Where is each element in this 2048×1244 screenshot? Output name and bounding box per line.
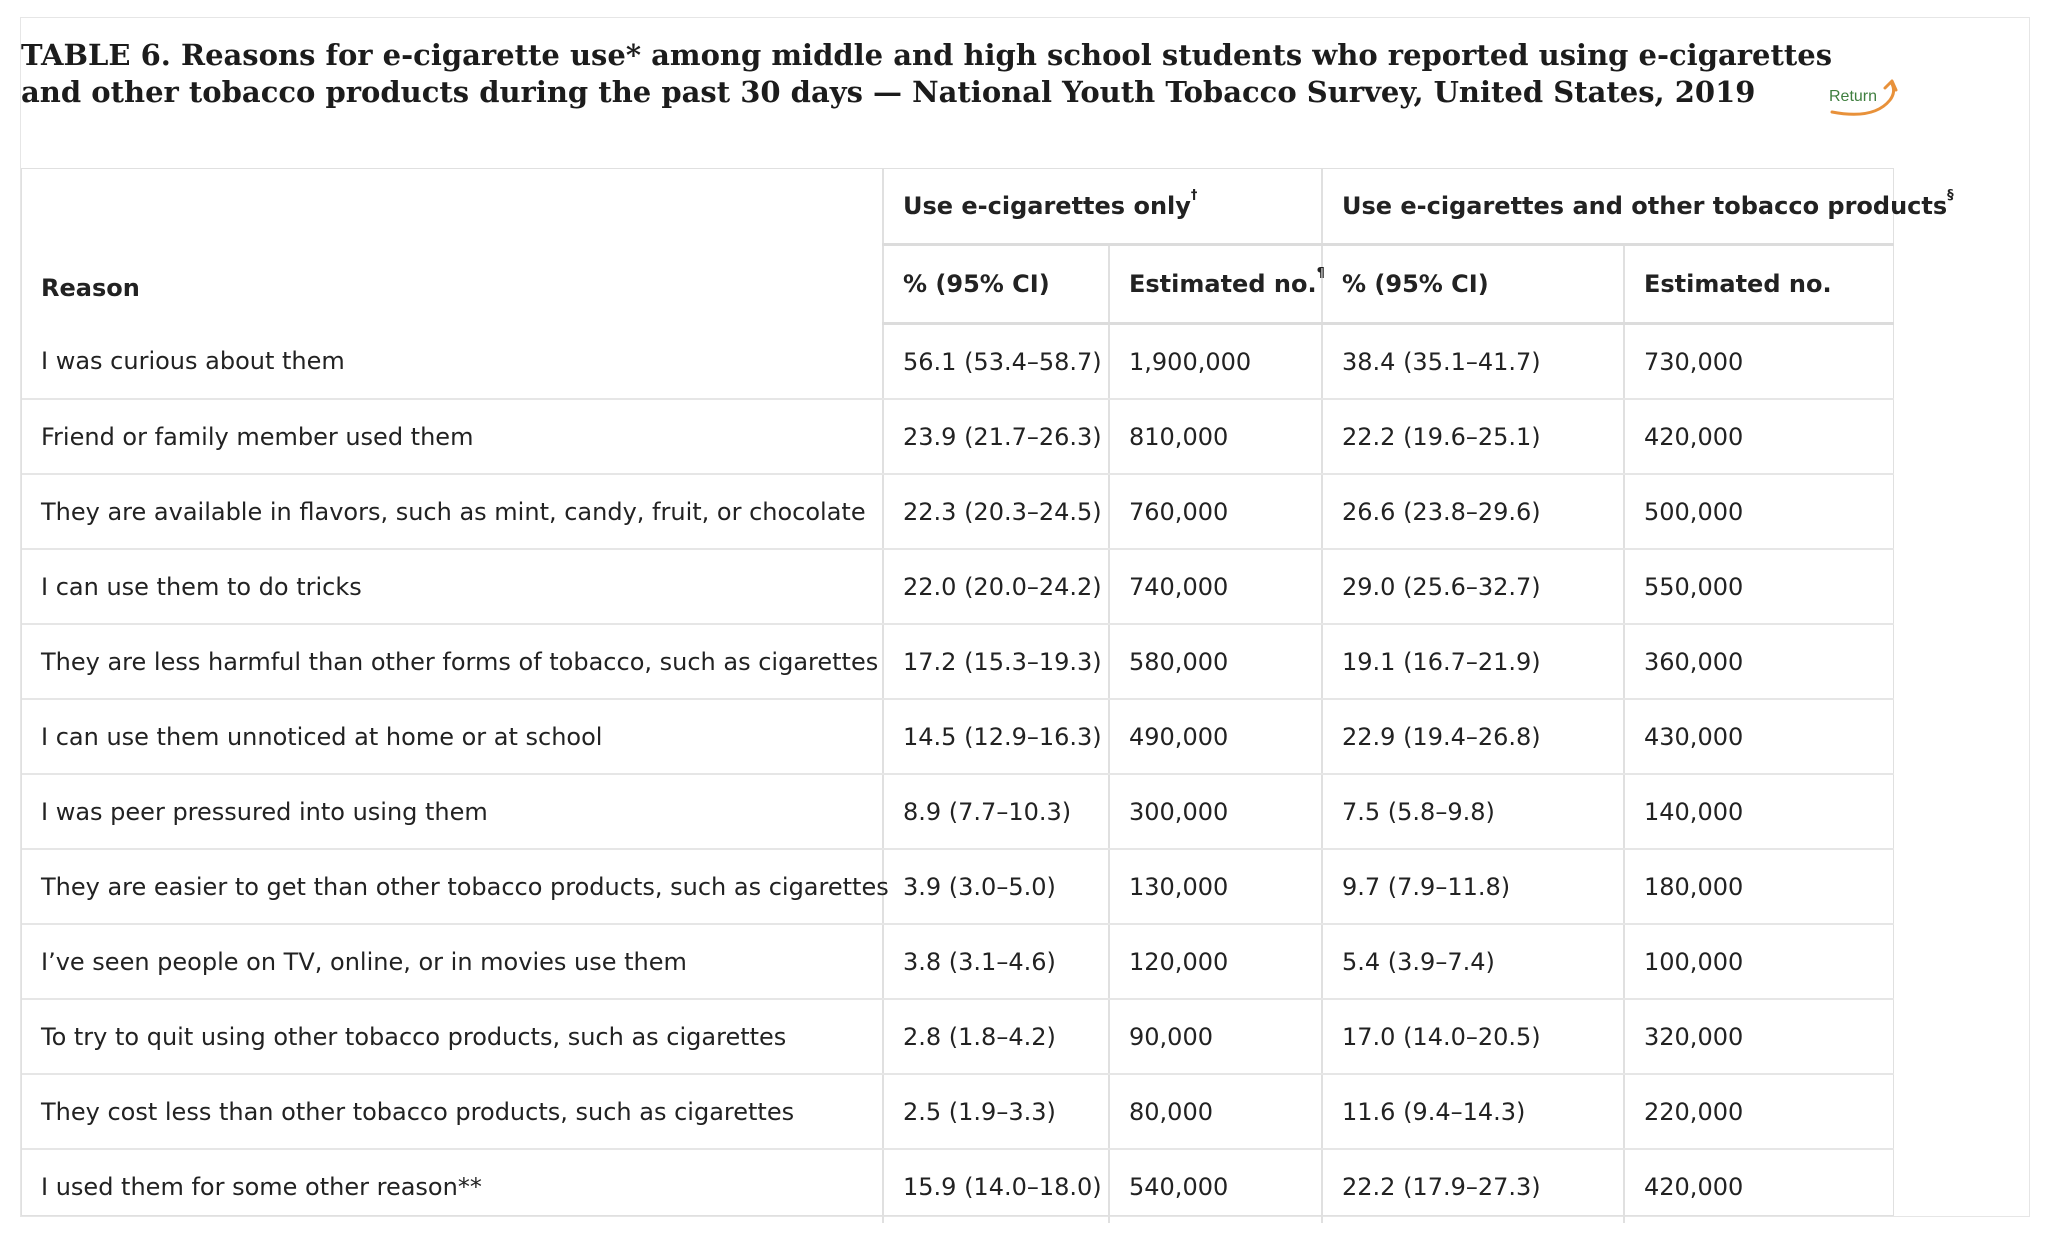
header-reason: Reason: [41, 273, 140, 302]
cell-estimated-no-1: 80,000: [1109, 1074, 1322, 1149]
table-row: [22, 1074, 1894, 1149]
cell-reason: I used them for some other reason**: [41, 1172, 482, 1201]
cell-pct-ci-2: 38.4 (35.1–41.7): [1322, 324, 1624, 400]
cell-pct-ci-1: 2.5 (1.9–3.3): [883, 1074, 1109, 1149]
cell-estimated-no-1: 740,000: [1109, 549, 1322, 624]
cell-reason: They are available in flavors, such as mint, candy, fruit, or chocolate: [22, 474, 883, 549]
table-body: [22, 324, 1894, 1224]
cell-estimated-no-2: 220,000: [1624, 1074, 1894, 1149]
cell-pct-ci-2: 22.2 (19.6–25.1): [1322, 399, 1624, 474]
group-header-row: [22, 169, 1894, 245]
cell-reason: They are less harmful than other forms of tobacco, such as cigarettes: [22, 624, 883, 699]
cell-pct-ci-1: 15.9 (14.0–18.0): [883, 1149, 1109, 1223]
cell-reason: They are easier to get than other tobacco products, such as cigarettes: [22, 849, 883, 924]
table-row: [22, 624, 1894, 699]
cell-pct-ci-2: 5.4 (3.9–7.4): [1322, 924, 1624, 999]
cell-pct-ci-1: 3.8 (3.1–4.6): [883, 924, 1109, 999]
table-row: [22, 924, 1894, 999]
cell-pct-ci-2: 19.1 (16.7–21.9): [1322, 624, 1624, 699]
cell-estimated-no-1: 490,000: [1109, 699, 1322, 774]
cell-estimated-no-1: 300,000: [1109, 774, 1322, 849]
table-row: [22, 399, 1894, 474]
cell-pct-ci-2: 26.6 (23.8–29.6): [1322, 474, 1624, 549]
cell-estimated-no-2: 420,000: [1624, 399, 1894, 474]
cell-estimated-no-2: 550,000: [1624, 549, 1894, 624]
cell-estimated-no-2: 100,000: [1624, 924, 1894, 999]
cell-pct-ci-1: 3.9 (3.0–5.0): [883, 849, 1109, 924]
reasons-table: [22, 169, 1954, 1223]
return-label[interactable]: Return: [1829, 88, 1878, 105]
table-row: [22, 849, 1894, 924]
pilcrow-footnote-mark: ¶: [1316, 266, 1325, 281]
cell-pct-ci-1: 14.5 (12.9–16.3): [883, 699, 1109, 774]
header-group-ecig-only: Use e-cigarettes only†: [883, 169, 1322, 245]
cell-pct-ci-2: 22.2 (17.9–27.3): [1322, 1149, 1624, 1223]
table-row: [22, 1149, 1894, 1223]
cell-pct-ci-2: 9.7 (7.9–11.8): [1322, 849, 1624, 924]
header-pct-ci-2: % (95% CI): [1322, 245, 1624, 324]
cell-reason: They cost less than other tobacco products, such as cigarettes: [22, 1074, 883, 1149]
cell-estimated-no-1: 130,000: [1109, 849, 1322, 924]
data-table-container: [21, 168, 1954, 1216]
cell-pct-ci-1: 8.9 (7.7–10.3): [883, 774, 1109, 849]
cell-estimated-no-1: 120,000: [1109, 924, 1322, 999]
table-row: [22, 999, 1894, 1074]
table-row: [22, 324, 1894, 400]
header-estimated-no-1: Estimated no.¶: [1109, 245, 1322, 324]
cell-pct-ci-2: 22.9 (19.4–26.8): [1322, 699, 1624, 774]
return-link[interactable]: [1826, 78, 1906, 118]
cell-estimated-no-2: 420,000: [1624, 1149, 1894, 1223]
cell-estimated-no-1: 810,000: [1109, 399, 1322, 474]
cell-estimated-no-1: 1,900,000: [1109, 324, 1322, 400]
cell-estimated-no-2: 500,000: [1624, 474, 1894, 549]
cell-estimated-no-2: 180,000: [1624, 849, 1894, 924]
dagger-footnote-mark: †: [1190, 188, 1198, 203]
header-estimated-no-2: Estimated no.: [1624, 245, 1894, 324]
cell-pct-ci-1: 23.9 (21.7–26.3): [883, 399, 1109, 474]
cell-reason: I’ve seen people on TV, online, or in movies use them: [22, 924, 883, 999]
cell-estimated-no-2: 360,000: [1624, 624, 1894, 699]
cell-reason: I was peer pressured into using them: [22, 774, 883, 849]
table-row: [22, 774, 1894, 849]
cell-pct-ci-2: 11.6 (9.4–14.3): [1322, 1074, 1624, 1149]
cell-estimated-no-1: 540,000: [1109, 1149, 1322, 1223]
table-row: [22, 699, 1894, 774]
cell-estimated-no-2: 430,000: [1624, 699, 1894, 774]
table-header: [22, 169, 1954, 324]
cell-reason: I can use them to do tricks: [22, 549, 883, 624]
cell-reason: To try to quit using other tobacco products, such as cigarettes: [22, 999, 883, 1074]
header-pct-ci-1: % (95% CI): [883, 245, 1109, 324]
cell-estimated-no-2: 320,000: [1624, 999, 1894, 1074]
cell-pct-ci-2: 29.0 (25.6–32.7): [1322, 549, 1624, 624]
cell-estimated-no-2: 730,000: [1624, 324, 1894, 400]
cell-pct-ci-1: 22.3 (20.3–24.5): [883, 474, 1109, 549]
table-row: [22, 474, 1894, 549]
cell-estimated-no-1: 580,000: [1109, 624, 1322, 699]
cell-pct-ci-1: 2.8 (1.8–4.2): [883, 999, 1109, 1074]
cell-pct-ci-1: 17.2 (15.3–19.3): [883, 624, 1109, 699]
table-row: [22, 549, 1894, 624]
cell-estimated-no-1: 760,000: [1109, 474, 1322, 549]
cell-estimated-no-1: 90,000: [1109, 999, 1322, 1074]
cell-pct-ci-1: 22.0 (20.0–24.2): [883, 549, 1109, 624]
cell-reason: I was curious about them: [22, 324, 883, 400]
section-footnote-mark: §: [1947, 188, 1954, 203]
cell-pct-ci-1: 56.1 (53.4–58.7): [883, 324, 1109, 400]
cell-reason: Friend or family member used them: [22, 399, 883, 474]
cell-pct-ci-2: 7.5 (5.8–9.8): [1322, 774, 1624, 849]
cell-reason: I can use them unnoticed at home or at school: [22, 699, 883, 774]
table-title: TABLE 6. Reasons for e-cigarette use* among middle and high school students who reported using e-cigarettes and other tobacco products during the past 30 days — National Youth Tobacco Survey, United States, 2019: [21, 38, 1833, 109]
cell-pct-ci-2: 17.0 (14.0–20.5): [1322, 999, 1624, 1074]
cell-estimated-no-2: 140,000: [1624, 774, 1894, 849]
header-group-ecig-and-other: Use e-cigarettes and other tobacco products§: [1322, 169, 1894, 245]
